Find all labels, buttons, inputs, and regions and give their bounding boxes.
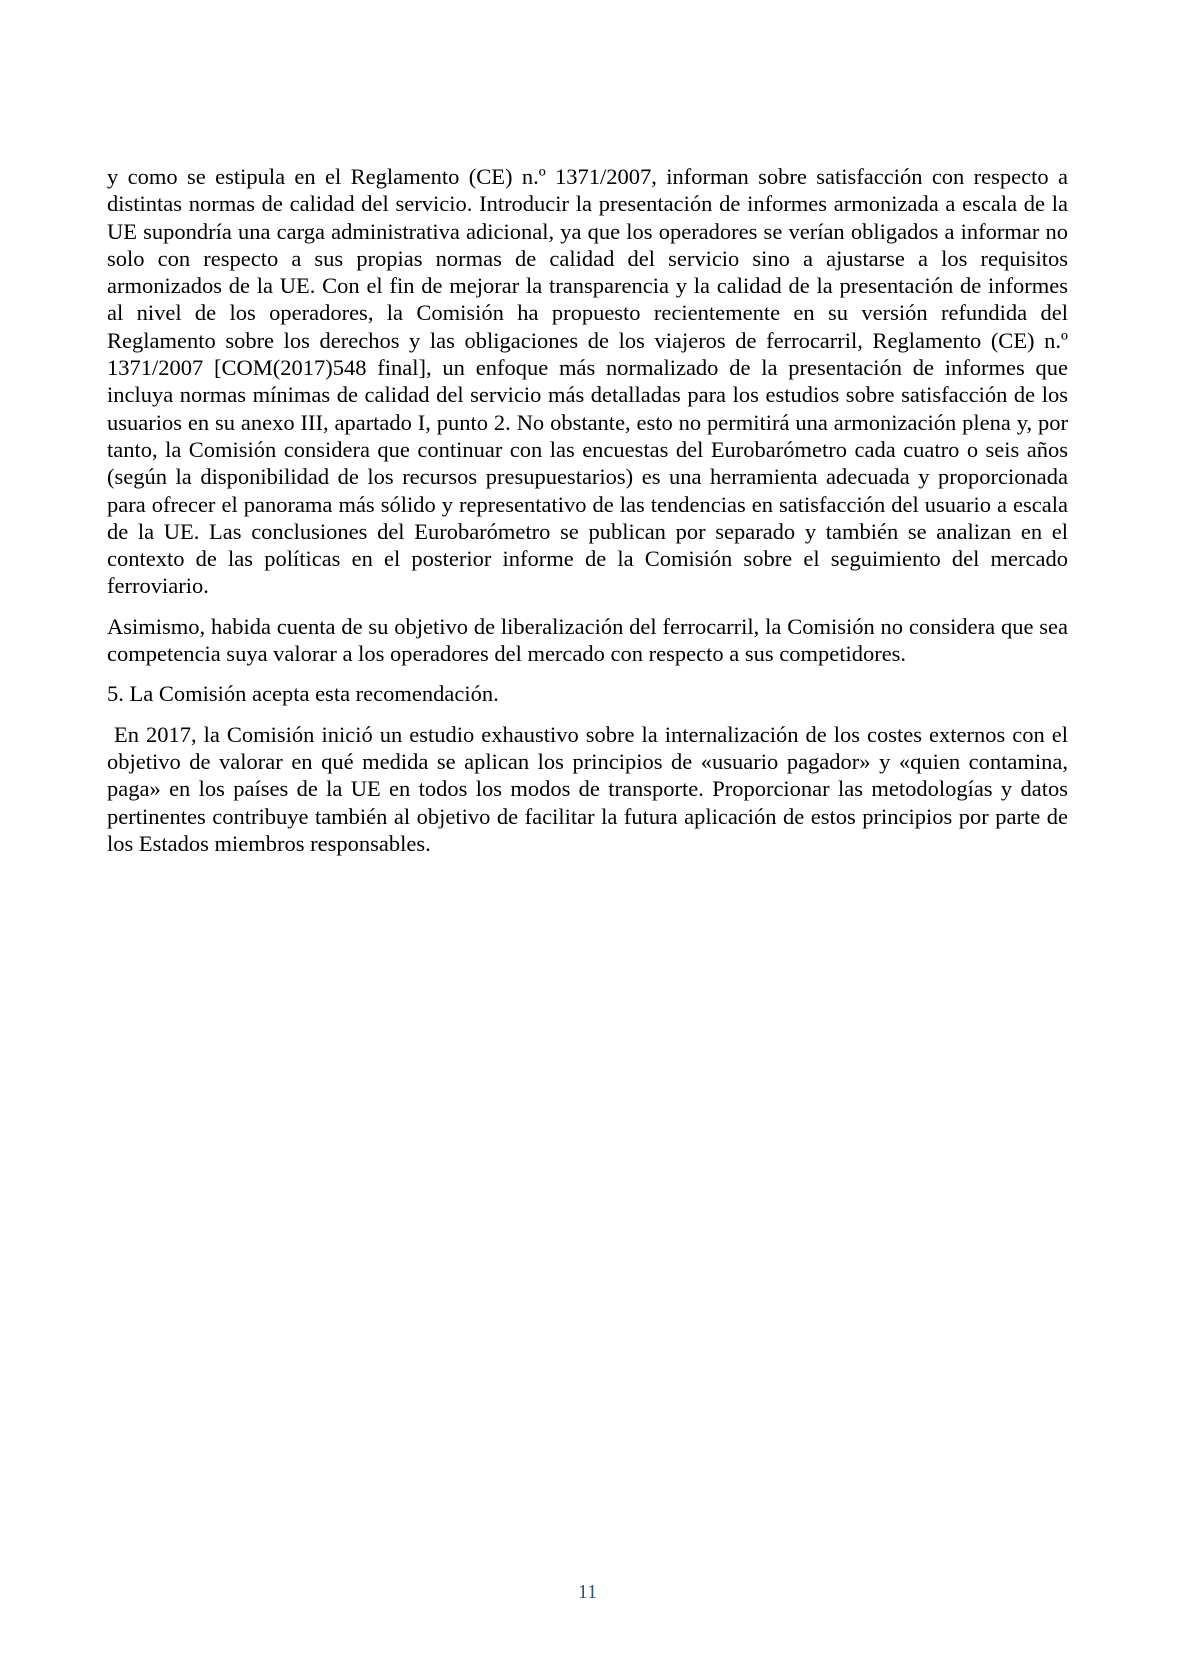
page-footer xyxy=(107,1581,1068,1604)
page-number: 11 xyxy=(577,1581,598,1603)
paragraph-1: y como se estipula en el Reglamento (CE) n.º 1371/2007, informan sobre satisfacción con respecto a distintas normas de calidad del servicio. Introducir la presentación de informes armonizada a escala de la UE supondría una carga administrativa adicional, ya que los operadores se verían obligados a informar no solo con respecto a sus propias normas de calidad del servicio sino a ajustarse a los requisitos armonizados de la UE. Con el fin de mejorar la transparencia y la calidad de la presentación de informes al nivel de los operadores, la Comisión ha propuesto recientemente en su versión refundida del Reglamento sobre los derechos y las obligaciones de los viajeros de ferrocarril, Reglamento (CE) n.º 1371/2007 [COM(2017)548 final], un enfoque más normalizado de la presentación de informes que incluya normas mínimas de calidad del servicio más detalladas para los estudios sobre satisfacción de los usuarios en su anexo III, apartado I, punto 2. No obstante, esto no permitirá una armonización plena y, por tanto, la Comisión considera que continuar con las encuestas del Eurobarómetro cada cuatro o seis años (según la disponibilidad de los recursos presupuestarios) es una herramienta adecuada y proporcionada para ofrecer el panorama más sólido y representativo de las tendencias en satisfacción del usuario a escala de la UE. Las conclusiones del Eurobarómetro se publican por separado y también se analizan en el contexto de las políticas en el posterior informe de la Comisión sobre el seguimiento del mercado ferroviario. xyxy=(107,164,1068,599)
paragraph-4: En 2017, la Comisión inició un estudio exhaustivo sobre la internalización de los costes externos con el objetivo de valorar en qué medida se aplican los principios de «usuario pagador» y «quien contamina, paga» en los países de la UE en todos los modos de transporte. Proporcionar las metodologías y datos pertinentes contribuye también al objetivo de facilitar la futura aplicación de estos principios por parte de los Estados miembros responsables. xyxy=(107,721,1068,856)
paragraph-2: Asimismo, habida cuenta de su objetivo de liberalización del ferrocarril, la Comisión no considera que sea competencia suya valorar a los operadores del mercado con respecto a sus competidores. xyxy=(107,613,1068,667)
document-body xyxy=(107,163,1068,870)
paragraph-3-recommendation: 5. La Comisión acepta esta recomendación. xyxy=(107,681,499,707)
